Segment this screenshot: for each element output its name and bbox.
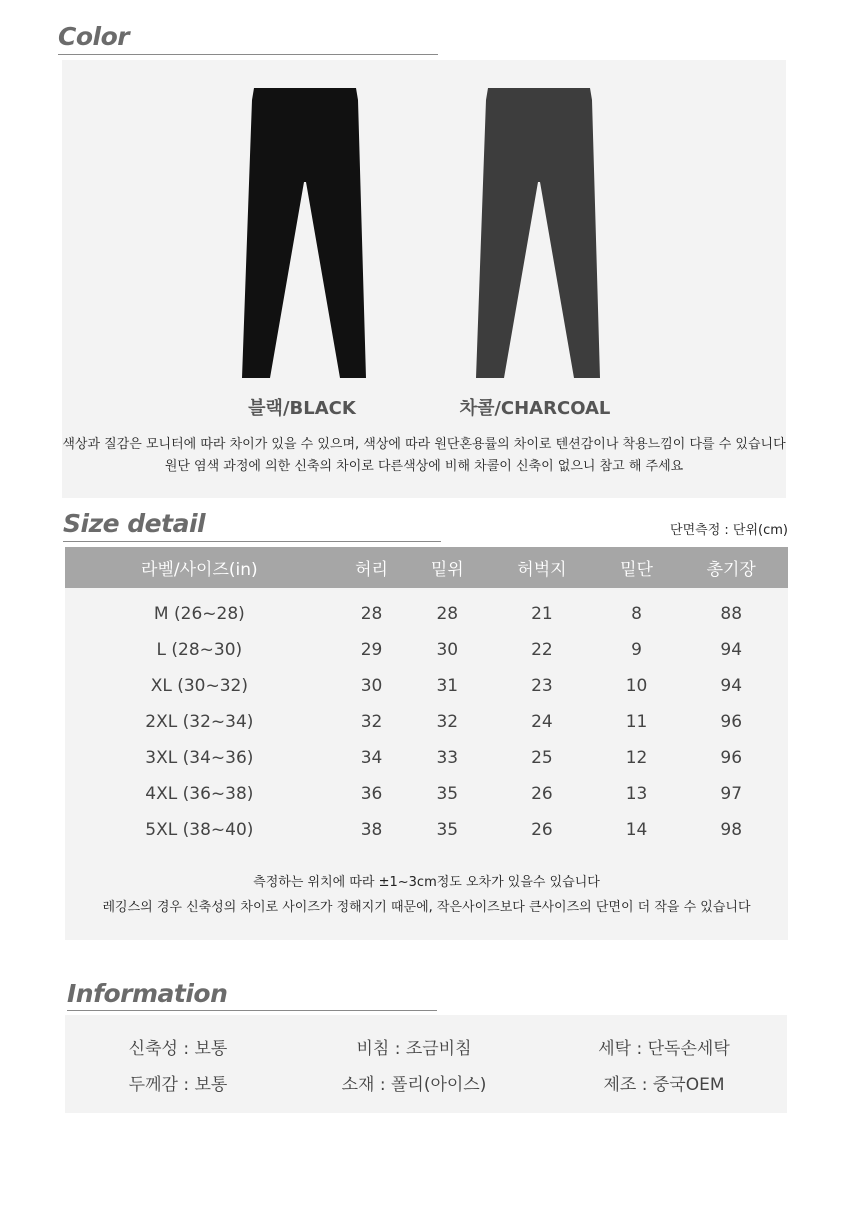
color-note [62, 434, 786, 478]
info-stretch: 신축성 : 보통 [128, 1039, 228, 1059]
table-cell: 36 [360, 784, 383, 804]
table-cell: 9 [631, 640, 642, 660]
table-cell: 88 [720, 604, 743, 624]
table-cell: 14 [625, 820, 648, 840]
header-hem: 밑단 [599, 547, 675, 588]
table-cell: 34 [360, 748, 383, 768]
table-cell: 26 [531, 784, 553, 804]
table-cell: 11 [625, 712, 648, 732]
color-note-line-2: 원단 염색 과정에 의한 신축의 차이로 다른색상에 비해 차콜이 신축이 없으니 참고 해 주세요 [164, 459, 684, 474]
table-cell: 2XL (32~34) [145, 712, 254, 732]
size-table-header-row [65, 547, 788, 588]
table-cell: 98 [720, 820, 743, 840]
color-note-line-1: 색상과 질감은 모니터에 따라 차이가 있을 수 있으며, 색상에 따라 원단혼용률의 차이로 텐션감이나 착용느낌이 다를 수 있습니다 [62, 437, 786, 452]
table-row [65, 704, 788, 740]
charcoal-leggings-shape [476, 88, 600, 378]
header-thigh: 허벅지 [485, 547, 599, 588]
table-cell: 5XL (38~40) [145, 820, 254, 840]
size-note [65, 872, 788, 919]
table-cell: 94 [720, 676, 743, 696]
table-cell: M (26~28) [153, 604, 245, 624]
table-cell: 94 [720, 640, 743, 660]
table-cell: 23 [531, 676, 553, 696]
header-rise: 밑위 [409, 547, 485, 588]
table-cell: 32 [436, 712, 459, 732]
header-total-length: 총기장 [674, 547, 788, 588]
black-leggings-image [240, 86, 370, 382]
table-cell: XL (30~32) [150, 676, 248, 696]
header-size-label: 라벨/사이즈(in) [65, 547, 334, 588]
info-sheerness: 비침 : 조금비침 [356, 1039, 472, 1059]
table-cell: 33 [436, 748, 459, 768]
unit-note: 단면측정 : 단위(cm) [670, 523, 788, 538]
charcoal-leggings-image [474, 86, 604, 382]
table-cell: 38 [360, 820, 383, 840]
charcoal-color-label: 차콜/CHARCOAL [459, 398, 611, 419]
info-washing: 세탁 : 단독손세탁 [598, 1039, 730, 1059]
info-title-underline [67, 1010, 437, 1011]
table-cell: 24 [531, 712, 553, 732]
size-note-line-1: 측정하는 위치에 따라 ±1~3cm정도 오차가 있을수 있습니다 [253, 875, 600, 890]
table-cell: 28 [436, 604, 459, 624]
color-title-underline [58, 54, 438, 55]
black-leggings-shape [242, 88, 366, 378]
color-panel [62, 60, 786, 498]
table-cell: 25 [531, 748, 553, 768]
table-row [65, 812, 788, 848]
table-cell: 30 [360, 676, 383, 696]
table-cell: 96 [720, 712, 743, 732]
size-section-title: Size detail [63, 509, 206, 538]
table-cell: 31 [436, 676, 459, 696]
info-manufacture: 제조 : 중국OEM [603, 1075, 725, 1095]
black-color-label: 블랙/BLACK [248, 398, 356, 419]
table-row [65, 588, 788, 632]
header-waist: 허리 [334, 547, 410, 588]
table-cell: 8 [631, 604, 642, 624]
size-note-line-2: 레깅스의 경우 신축성의 차이로 사이즈가 정해지기 때문에, 작은사이즈보다 큰사이즈의 단면이 더 작을 수 있습니다 [102, 900, 751, 915]
info-panel [65, 1015, 787, 1113]
color-section-title: Color [58, 22, 130, 51]
table-cell: 26 [531, 820, 553, 840]
table-cell: 28 [360, 604, 383, 624]
table-row [65, 632, 788, 668]
size-table [65, 547, 788, 848]
table-row [65, 740, 788, 776]
table-cell: 96 [720, 748, 743, 768]
info-material: 소재 : 폴리(아이스) [341, 1075, 487, 1095]
table-row [65, 668, 788, 704]
info-thickness: 두께감 : 보통 [128, 1075, 228, 1095]
table-cell: 12 [625, 748, 648, 768]
table-cell: 4XL (36~38) [145, 784, 254, 804]
table-cell: 30 [436, 640, 459, 660]
table-cell: 22 [531, 640, 553, 660]
table-cell: 35 [436, 820, 459, 840]
table-cell: 32 [360, 712, 383, 732]
table-cell: 35 [436, 784, 459, 804]
table-cell: 10 [625, 676, 648, 696]
size-title-underline [63, 541, 441, 542]
info-section-title: Information [67, 979, 228, 1008]
table-cell: 13 [625, 784, 648, 804]
table-cell: 21 [531, 604, 553, 624]
table-cell: L (28~30) [156, 640, 243, 660]
table-cell: 29 [360, 640, 383, 660]
table-row [65, 776, 788, 812]
table-cell: 3XL (34~36) [145, 748, 254, 768]
table-cell: 97 [720, 784, 743, 804]
